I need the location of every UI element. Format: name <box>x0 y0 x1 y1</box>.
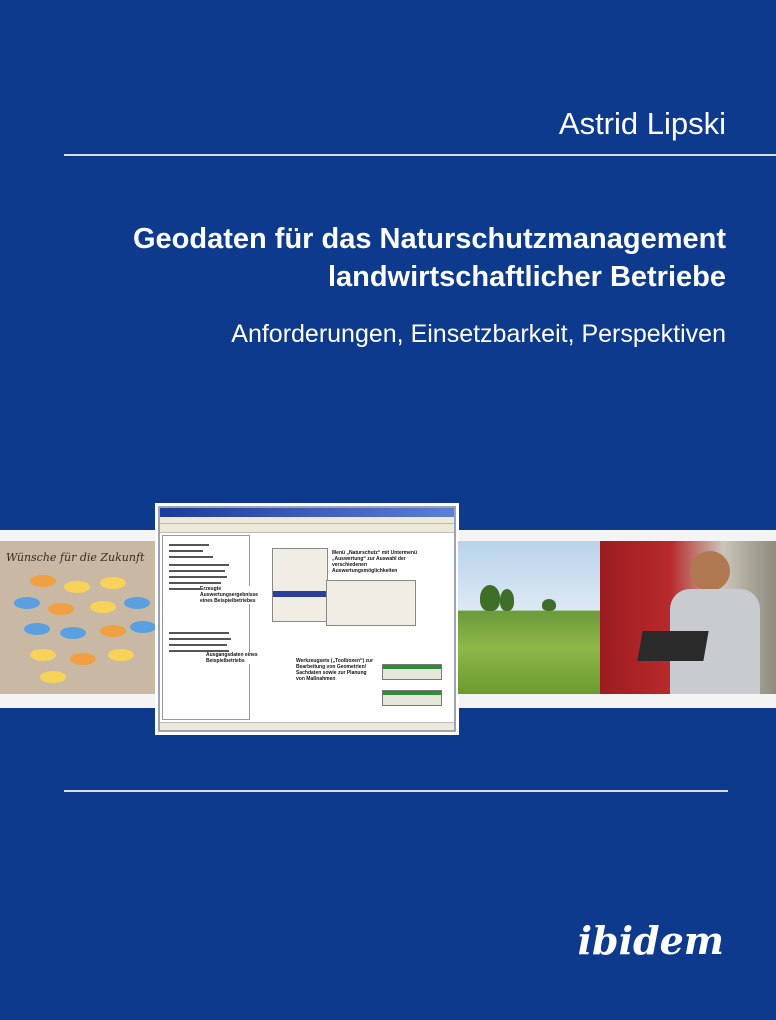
bottom-divider <box>64 790 728 792</box>
window-titlebar <box>160 508 454 517</box>
note <box>40 671 66 683</box>
toolbox-measures <box>382 690 442 706</box>
naturschutz-menu <box>272 548 328 622</box>
title-line-1: Geodaten für das Naturschutzmanagement <box>133 223 726 255</box>
note <box>64 581 90 593</box>
tree-item <box>169 570 225 572</box>
note <box>30 649 56 661</box>
caption-source: Ausgangsdaten eines Beispielbetriebs <box>206 652 258 664</box>
farmer-photo <box>600 541 776 694</box>
tree <box>542 599 556 611</box>
screenshot-inset <box>158 506 456 732</box>
farmer-figure <box>690 551 730 591</box>
auswertung-submenu <box>326 580 416 626</box>
tree-item <box>169 638 231 640</box>
note <box>130 621 156 633</box>
laptop <box>637 631 708 661</box>
tree-item <box>169 632 229 634</box>
title-line-2: landwirtschaftlicher Betriebe <box>327 261 726 293</box>
note <box>108 649 134 661</box>
note <box>48 603 74 615</box>
caption-menu: Menü „Naturschutz“ mit Untermenü „Auswertung“ zur Auswahl der verschiedenen Auswertungsmöglichkeiten <box>332 550 418 574</box>
note <box>90 601 116 613</box>
window-menubar <box>160 517 454 524</box>
note <box>14 597 40 609</box>
field-photo <box>458 541 600 694</box>
tree-item <box>169 564 229 566</box>
publisher-logo: ibidem <box>577 918 724 963</box>
tree-item <box>169 544 209 546</box>
caption-tools: Werkzeugsets („Toolboxen“) zur Bearbeitung von Geometrien/ Sachdaten sowie zur Planung von Maßnahmen <box>296 658 374 682</box>
author-name: Astrid Lipski <box>558 106 726 141</box>
note <box>30 575 56 587</box>
tree-item <box>169 550 203 552</box>
tree-item <box>169 582 221 584</box>
caption-results: Erzeugte Auswertungsergebnisse eines Beispielbetriebes <box>200 586 262 604</box>
note <box>100 625 126 637</box>
book-subtitle: Anforderungen, Einsetzbarkeit, Perspektiven <box>231 320 726 348</box>
tree-item <box>169 576 227 578</box>
tree-item <box>169 556 213 558</box>
note <box>124 597 150 609</box>
window-statusbar <box>160 722 454 730</box>
whiteboard-photo <box>0 541 160 694</box>
note <box>70 653 96 665</box>
note <box>60 627 86 639</box>
window-toolbar <box>160 524 454 533</box>
tree-item <box>169 644 227 646</box>
toolbox-edit <box>382 664 442 680</box>
tree <box>480 585 500 611</box>
top-divider <box>64 154 776 156</box>
note <box>24 623 50 635</box>
whiteboard-heading: Wünsche für die Zukunft <box>6 551 145 564</box>
note <box>100 577 126 589</box>
layer-tree <box>162 535 250 720</box>
book-title <box>26 220 726 296</box>
tree <box>500 589 514 611</box>
